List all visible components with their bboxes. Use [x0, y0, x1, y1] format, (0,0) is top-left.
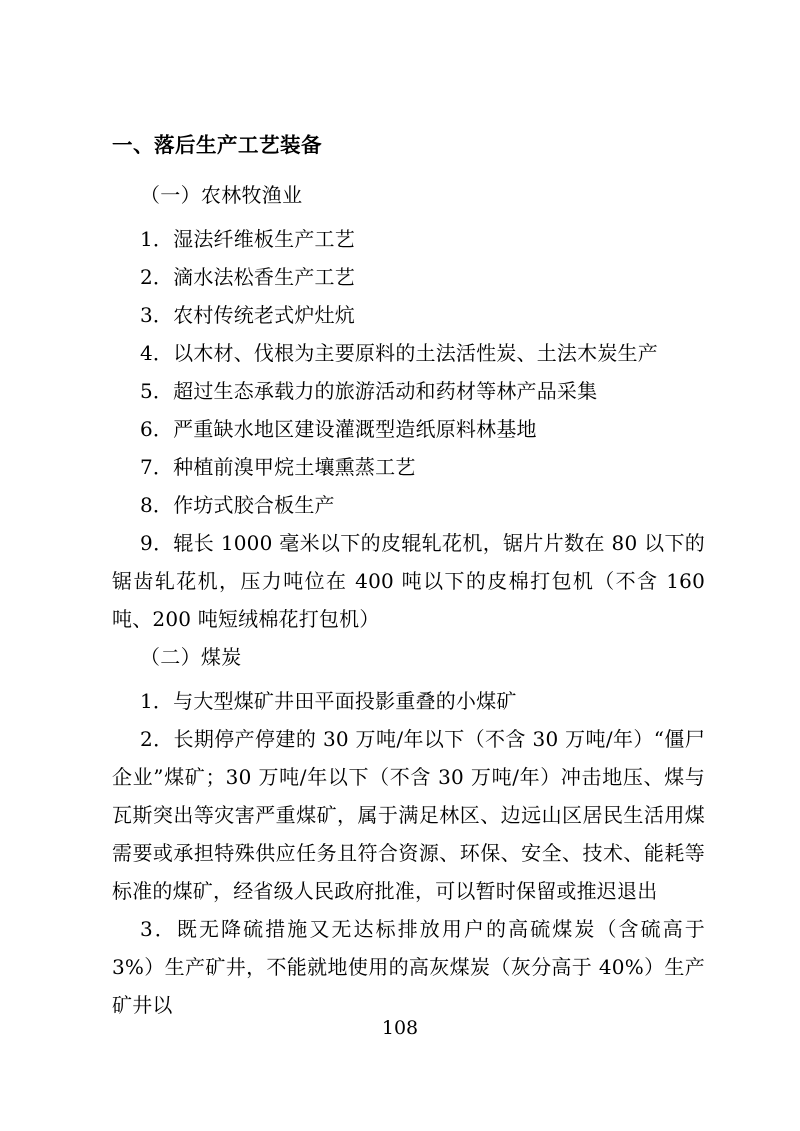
list-item: 1．湿法纤维板生产工艺 [140, 226, 355, 251]
list-item: 2．滴水法松香生产工艺 [140, 264, 355, 289]
page-number: 108 [381, 1017, 419, 1039]
list-item: 8．作坊式胶合板生产 [140, 492, 335, 517]
list-item: 9．辊长 1000 毫米以下的皮辊轧花机，锯片片数在 80 以下的锯齿轧花机，压力吨位在 400 吨以下的皮棉打包机（不含 160 吨、200 吨短绒棉花打包机） [112, 530, 705, 631]
list-item: 5．超过生态承载力的旅游活动和药材等林产品采集 [140, 378, 598, 403]
list-item: 4．以木材、伐根为主要原料的土法活性炭、土法木炭生产 [140, 340, 658, 365]
list-item: 6．严重缺水地区建设灌溉型造纸原料林基地 [140, 416, 537, 441]
list-item: 3．既无降硫措施又无达标排放用户的高硫煤炭（含硫高于 3%）生产矿井，不能就地使用的高灰煤炭（灰分高于 40%）生产矿井以 [112, 916, 705, 1017]
list-item: 3．农村传统老式炉灶炕 [140, 302, 355, 327]
page-title: 一、落后生产工艺装备 [112, 133, 322, 157]
list-item: 2．长期停产停建的 30 万吨/年以下（不含 30 万吨/年）“僵尸企业”煤矿；30 万吨/年以下（不含 30 万吨/年）冲击地压、煤与瓦斯突出等灾害严重煤矿，属于满足林区、边远山区居民生活用煤需要或承担特殊供应任务且符合资源、环保、安全、技术、能耗等标准的煤矿，经省级人民政府批准，可以暂时保留或推迟退出 [112, 726, 705, 903]
section-title-agriculture: （一）农林牧渔业 [140, 182, 303, 207]
list-item: 7．种植前溴甲烷土壤熏蒸工艺 [140, 454, 416, 479]
list-item: 1．与大型煤矿井田平面投影重叠的小煤矿 [140, 688, 517, 713]
section-title-coal: （二）煤炭 [140, 644, 242, 669]
